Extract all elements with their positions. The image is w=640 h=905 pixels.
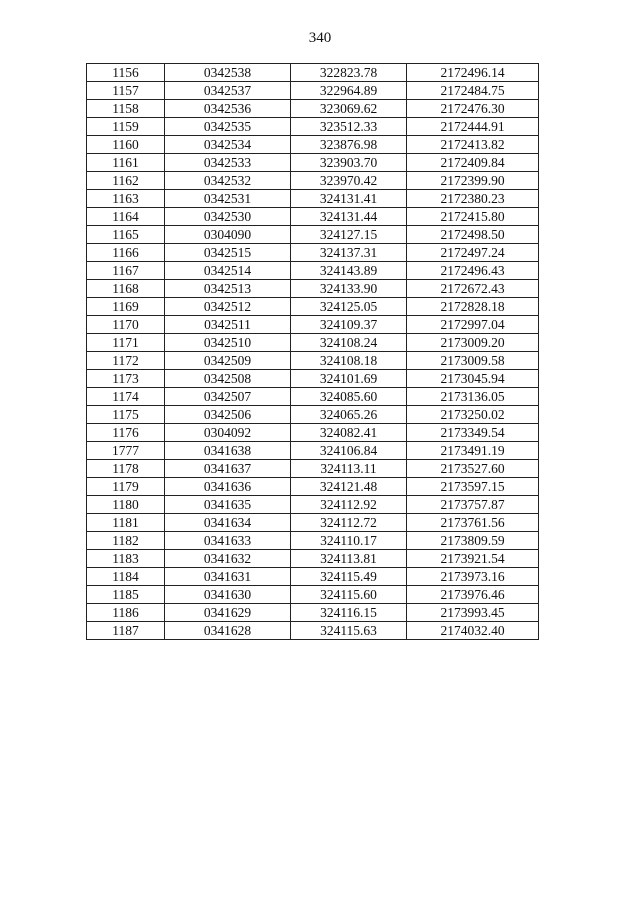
table-row <box>87 478 539 496</box>
x-coordinate-cell: 323970.42 <box>291 172 407 190</box>
point-code-cell: 0342508 <box>165 370 291 388</box>
y-coordinate-cell: 2172498.50 <box>407 226 539 244</box>
point-code-cell: 0342538 <box>165 64 291 82</box>
y-coordinate-cell: 2174032.40 <box>407 622 539 640</box>
x-coordinate-cell: 324115.60 <box>291 586 407 604</box>
point-number-cell: 1159 <box>87 118 165 136</box>
point-number-cell: 1184 <box>87 568 165 586</box>
point-number-cell: 1180 <box>87 496 165 514</box>
table-row <box>87 586 539 604</box>
table-row <box>87 82 539 100</box>
point-code-cell: 0341638 <box>165 442 291 460</box>
y-coordinate-cell: 2173349.54 <box>407 424 539 442</box>
table-row <box>87 136 539 154</box>
point-number-cell: 1173 <box>87 370 165 388</box>
table-row <box>87 280 539 298</box>
table-row <box>87 532 539 550</box>
point-code-cell: 0341631 <box>165 568 291 586</box>
point-number-cell: 1162 <box>87 172 165 190</box>
point-code-cell: 0342534 <box>165 136 291 154</box>
point-code-cell: 0341637 <box>165 460 291 478</box>
table-row <box>87 370 539 388</box>
x-coordinate-cell: 324106.84 <box>291 442 407 460</box>
y-coordinate-cell: 2172997.04 <box>407 316 539 334</box>
y-coordinate-cell: 2173761.56 <box>407 514 539 532</box>
table-row <box>87 154 539 172</box>
table-row <box>87 352 539 370</box>
y-coordinate-cell: 2173009.58 <box>407 352 539 370</box>
point-number-cell: 1187 <box>87 622 165 640</box>
point-code-cell: 0342509 <box>165 352 291 370</box>
point-number-cell: 1168 <box>87 280 165 298</box>
table-row <box>87 568 539 586</box>
y-coordinate-cell: 2173757.87 <box>407 496 539 514</box>
x-coordinate-cell: 324125.05 <box>291 298 407 316</box>
point-code-cell: 0341629 <box>165 604 291 622</box>
y-coordinate-cell: 2173976.46 <box>407 586 539 604</box>
point-code-cell: 0341630 <box>165 586 291 604</box>
x-coordinate-cell: 323903.70 <box>291 154 407 172</box>
y-coordinate-cell: 2172476.30 <box>407 100 539 118</box>
y-coordinate-cell: 2172496.43 <box>407 262 539 280</box>
x-coordinate-cell: 324113.81 <box>291 550 407 568</box>
table-row <box>87 388 539 406</box>
y-coordinate-cell: 2172444.91 <box>407 118 539 136</box>
table-row <box>87 550 539 568</box>
y-coordinate-cell: 2172415.80 <box>407 208 539 226</box>
table-row <box>87 244 539 262</box>
table-row <box>87 298 539 316</box>
x-coordinate-cell: 323876.98 <box>291 136 407 154</box>
x-coordinate-cell: 324115.63 <box>291 622 407 640</box>
y-coordinate-cell: 2173597.15 <box>407 478 539 496</box>
point-number-cell: 1165 <box>87 226 165 244</box>
y-coordinate-cell: 2172484.75 <box>407 82 539 100</box>
x-coordinate-cell: 324082.41 <box>291 424 407 442</box>
point-code-cell: 0342510 <box>165 334 291 352</box>
y-coordinate-cell: 2173921.54 <box>407 550 539 568</box>
table-row <box>87 208 539 226</box>
x-coordinate-cell: 324109.37 <box>291 316 407 334</box>
table-body <box>87 64 539 640</box>
point-number-cell: 1164 <box>87 208 165 226</box>
x-coordinate-cell: 324065.26 <box>291 406 407 424</box>
point-number-cell: 1174 <box>87 388 165 406</box>
point-number-cell: 1186 <box>87 604 165 622</box>
y-coordinate-cell: 2173993.45 <box>407 604 539 622</box>
y-coordinate-cell: 2173136.05 <box>407 388 539 406</box>
point-code-cell: 0342530 <box>165 208 291 226</box>
x-coordinate-cell: 324131.44 <box>291 208 407 226</box>
x-coordinate-cell: 324108.18 <box>291 352 407 370</box>
table-row <box>87 100 539 118</box>
x-coordinate-cell: 324110.17 <box>291 532 407 550</box>
table-row <box>87 514 539 532</box>
point-code-cell: 0342511 <box>165 316 291 334</box>
table-row <box>87 190 539 208</box>
x-coordinate-cell: 324115.49 <box>291 568 407 586</box>
y-coordinate-cell: 2173009.20 <box>407 334 539 352</box>
x-coordinate-cell: 324112.72 <box>291 514 407 532</box>
point-number-cell: 1156 <box>87 64 165 82</box>
x-coordinate-cell: 324113.11 <box>291 460 407 478</box>
page-number: 340 <box>308 30 332 46</box>
table-row <box>87 424 539 442</box>
point-code-cell: 0341634 <box>165 514 291 532</box>
y-coordinate-cell: 2172497.24 <box>407 244 539 262</box>
point-code-cell: 0341628 <box>165 622 291 640</box>
x-coordinate-cell: 322823.78 <box>291 64 407 82</box>
point-code-cell: 0342513 <box>165 280 291 298</box>
table-row <box>87 406 539 424</box>
point-code-cell: 0341636 <box>165 478 291 496</box>
point-code-cell: 0342531 <box>165 190 291 208</box>
point-number-cell: 1161 <box>87 154 165 172</box>
point-code-cell: 0342533 <box>165 154 291 172</box>
point-code-cell: 0341635 <box>165 496 291 514</box>
point-code-cell: 0342512 <box>165 298 291 316</box>
point-code-cell: 0341633 <box>165 532 291 550</box>
point-number-cell: 1182 <box>87 532 165 550</box>
point-number-cell: 1172 <box>87 352 165 370</box>
table-row <box>87 262 539 280</box>
point-number-cell: 1171 <box>87 334 165 352</box>
point-code-cell: 0342506 <box>165 406 291 424</box>
point-number-cell: 1170 <box>87 316 165 334</box>
x-coordinate-cell: 324112.92 <box>291 496 407 514</box>
point-code-cell: 0342515 <box>165 244 291 262</box>
point-number-cell: 1176 <box>87 424 165 442</box>
x-coordinate-cell: 324121.48 <box>291 478 407 496</box>
point-code-cell: 0342537 <box>165 82 291 100</box>
y-coordinate-cell: 2172828.18 <box>407 298 539 316</box>
table-row <box>87 172 539 190</box>
point-code-cell: 0304090 <box>165 226 291 244</box>
x-coordinate-cell: 322964.89 <box>291 82 407 100</box>
table-row <box>87 316 539 334</box>
table-row <box>87 442 539 460</box>
point-code-cell: 0342514 <box>165 262 291 280</box>
x-coordinate-cell: 324116.15 <box>291 604 407 622</box>
point-number-cell: 1163 <box>87 190 165 208</box>
point-code-cell: 0342536 <box>165 100 291 118</box>
point-code-cell: 0304092 <box>165 424 291 442</box>
x-coordinate-cell: 324137.31 <box>291 244 407 262</box>
y-coordinate-cell: 2172380.23 <box>407 190 539 208</box>
point-number-cell: 1166 <box>87 244 165 262</box>
x-coordinate-cell: 324101.69 <box>291 370 407 388</box>
x-coordinate-cell: 323069.62 <box>291 100 407 118</box>
y-coordinate-cell: 2173250.02 <box>407 406 539 424</box>
x-coordinate-cell: 324127.15 <box>291 226 407 244</box>
point-code-cell: 0342535 <box>165 118 291 136</box>
point-number-cell: 1185 <box>87 586 165 604</box>
point-code-cell: 0341632 <box>165 550 291 568</box>
y-coordinate-cell: 2173973.16 <box>407 568 539 586</box>
y-coordinate-cell: 2173491.19 <box>407 442 539 460</box>
y-coordinate-cell: 2172496.14 <box>407 64 539 82</box>
y-coordinate-cell: 2172409.84 <box>407 154 539 172</box>
point-number-cell: 1160 <box>87 136 165 154</box>
y-coordinate-cell: 2173527.60 <box>407 460 539 478</box>
coordinates-table <box>86 63 539 640</box>
table-row <box>87 496 539 514</box>
point-number-cell: 1777 <box>87 442 165 460</box>
table-row <box>87 334 539 352</box>
y-coordinate-cell: 2172413.82 <box>407 136 539 154</box>
y-coordinate-cell: 2172672.43 <box>407 280 539 298</box>
point-number-cell: 1175 <box>87 406 165 424</box>
x-coordinate-cell: 324108.24 <box>291 334 407 352</box>
table-row <box>87 118 539 136</box>
x-coordinate-cell: 324085.60 <box>291 388 407 406</box>
y-coordinate-cell: 2172399.90 <box>407 172 539 190</box>
table-row <box>87 604 539 622</box>
point-number-cell: 1169 <box>87 298 165 316</box>
table-row <box>87 460 539 478</box>
table-row <box>87 622 539 640</box>
x-coordinate-cell: 324133.90 <box>291 280 407 298</box>
point-number-cell: 1158 <box>87 100 165 118</box>
point-number-cell: 1167 <box>87 262 165 280</box>
y-coordinate-cell: 2173045.94 <box>407 370 539 388</box>
point-number-cell: 1179 <box>87 478 165 496</box>
point-number-cell: 1183 <box>87 550 165 568</box>
x-coordinate-cell: 324131.41 <box>291 190 407 208</box>
point-number-cell: 1178 <box>87 460 165 478</box>
point-number-cell: 1157 <box>87 82 165 100</box>
point-number-cell: 1181 <box>87 514 165 532</box>
x-coordinate-cell: 323512.33 <box>291 118 407 136</box>
point-code-cell: 0342507 <box>165 388 291 406</box>
point-code-cell: 0342532 <box>165 172 291 190</box>
table-row <box>87 226 539 244</box>
x-coordinate-cell: 324143.89 <box>291 262 407 280</box>
table-row <box>87 64 539 82</box>
y-coordinate-cell: 2173809.59 <box>407 532 539 550</box>
